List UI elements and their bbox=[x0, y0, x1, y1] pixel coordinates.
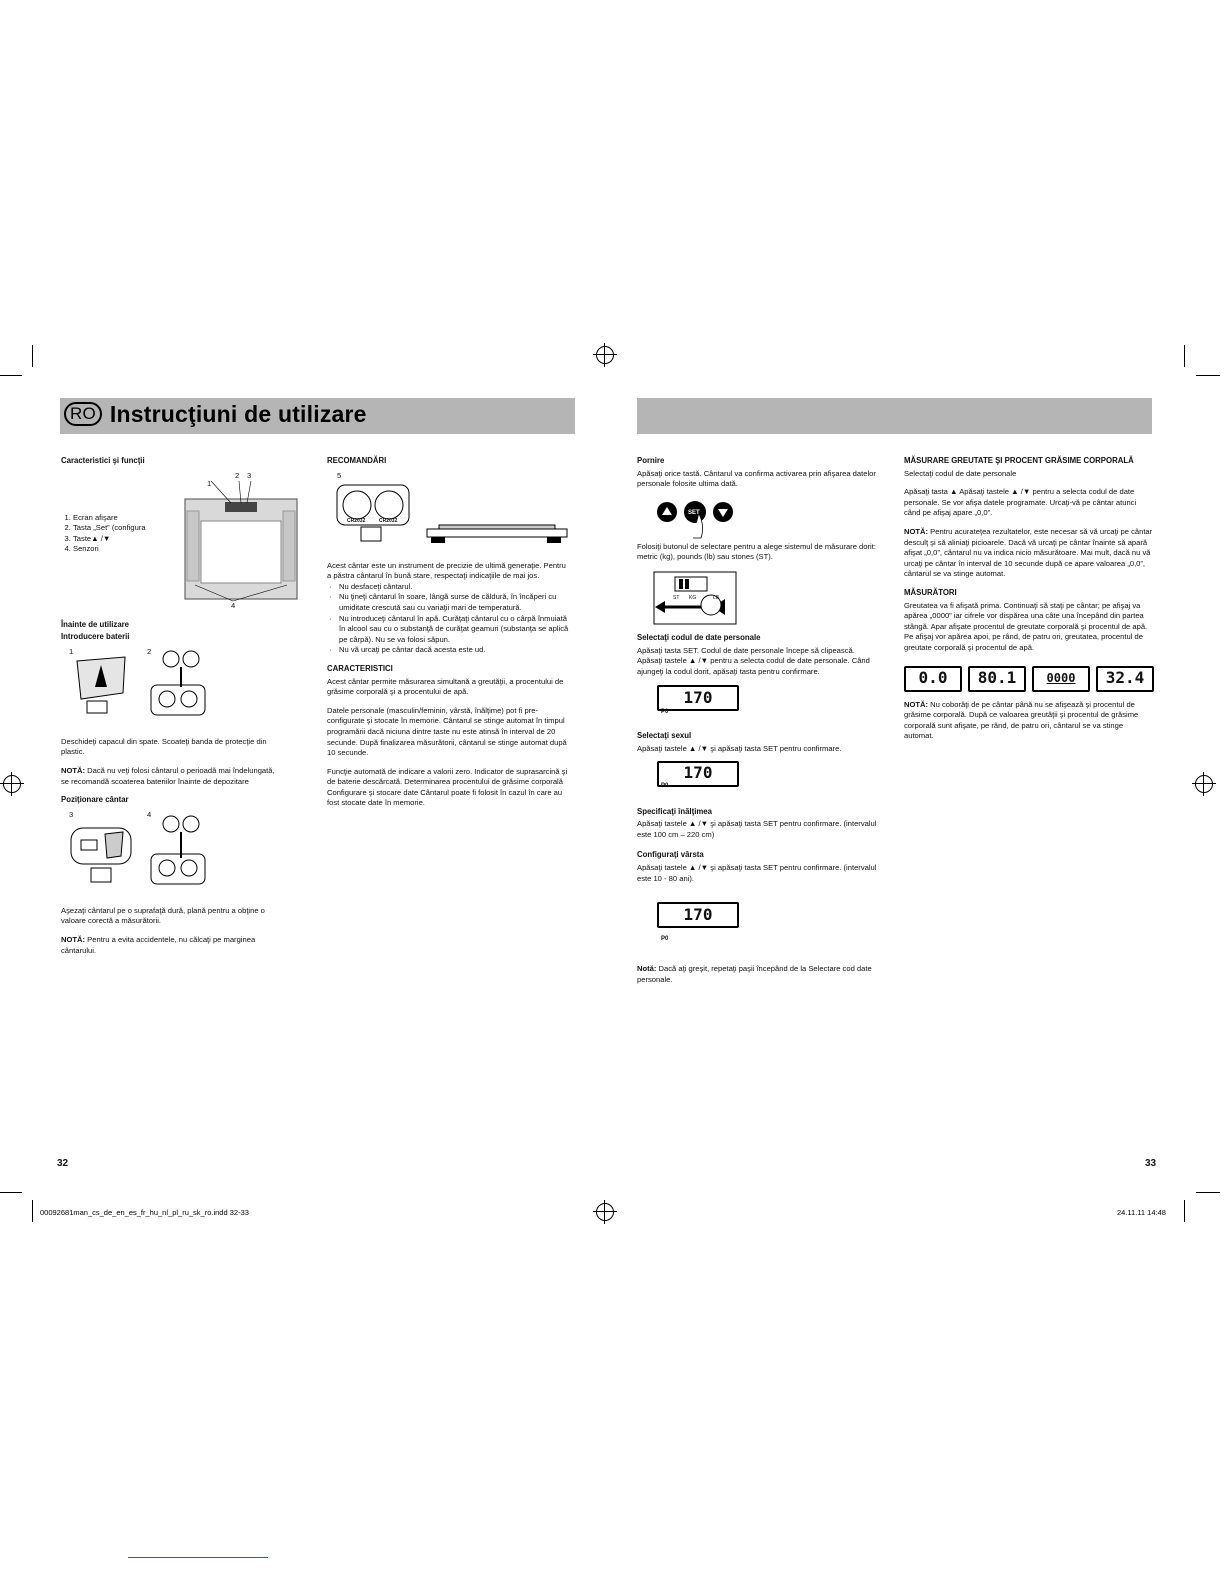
battery-type-figure bbox=[327, 471, 572, 551]
battery-note bbox=[61, 766, 281, 787]
page-number-right: 33 bbox=[1145, 1158, 1157, 1169]
lcd-display bbox=[904, 666, 962, 692]
list-item: · Nu desfaceţi cântarul. bbox=[327, 582, 572, 593]
lcd-figure bbox=[653, 902, 877, 964]
note-text: Pentru acurateţea rezultatelor, este necesar să vă urcaţi pe cântar desculţ şi să aliniaţi picioarele. Dacă vă urcaţi pe cântar înainte să apară afişat „0,0”, cântarul nu va indica nicio măsurătoare. Mai mult, dacă nu vă urcaţi pe cântar în interval de 10 secunde după ce apare valoarea „0,0”, cântarul se va stinge automat. bbox=[904, 526, 1153, 579]
lcd-display bbox=[968, 666, 1026, 692]
lcd-value: 0000 bbox=[1046, 671, 1076, 686]
lcd-display bbox=[657, 902, 739, 928]
title-text: Instrucţiuni de utilizare bbox=[109, 401, 367, 427]
page-number-left: 32 bbox=[57, 1158, 69, 1169]
footer-filename: 00092681man_cs_de_en_es_fr_hu_nl_pl_ru_sk_ro.indd 32-33 bbox=[40, 1208, 249, 1217]
page-title bbox=[64, 401, 367, 428]
features-figure bbox=[61, 469, 281, 614]
right-column-1 bbox=[637, 456, 877, 993]
measure-heading: MĂSURARE GREUTATE ŞI PROCENT GRĂSIME CORPORALĂ bbox=[904, 456, 1134, 465]
measurements-heading: MĂSURĂTORI bbox=[904, 587, 957, 597]
language-badge: RO bbox=[64, 402, 102, 426]
correction-note bbox=[637, 964, 877, 985]
measurements-note bbox=[904, 700, 1154, 742]
battery-label: CR2032 bbox=[379, 517, 398, 524]
note-label: NOTĂ: bbox=[61, 765, 86, 775]
crop-mark bbox=[0, 1192, 22, 1193]
lcd-display bbox=[1096, 666, 1154, 692]
lcd-value: 80.1 bbox=[977, 668, 1017, 688]
note-text: Pentru a evita accidentele, nu călcaţi pe marginea cântarului. bbox=[61, 934, 256, 955]
set-button-label: SET bbox=[688, 509, 700, 516]
batteries-heading: Introducere baterii bbox=[61, 632, 130, 642]
switch-label: ST bbox=[673, 594, 680, 601]
before-use-heading: Înainte de utilizare bbox=[61, 619, 130, 629]
right-header-bar bbox=[637, 398, 1152, 434]
position-figure bbox=[61, 810, 281, 896]
lcd-display bbox=[657, 685, 739, 711]
note-label: NOTĂ: bbox=[904, 526, 929, 536]
switch-label: KG bbox=[689, 594, 697, 601]
list-item: · Nu introduceţi cântarul în apă. Curăţaţi cântarul cu o cârpă înmuiată în alcool sau cu o substanţă de curăţat geamuri (substanţa se aplică pe cârpă). Nu se va folosi săpun. bbox=[327, 614, 572, 646]
lcd-figure bbox=[653, 685, 877, 731]
select-sex-heading: Selectaţi sexul bbox=[637, 731, 692, 741]
crop-mark bbox=[1184, 345, 1185, 367]
note-label: NOTĂ: bbox=[61, 934, 86, 944]
left-column-2 bbox=[327, 456, 572, 817]
crop-mark bbox=[1196, 1192, 1220, 1193]
list-item: · Nu vă urcaţi pe cântar dacă acesta este ud. bbox=[327, 645, 572, 656]
measure-text: Apăsaţi tasta ▲ Apăsaţi tastele ▲ /▼ pentru a selecta codul de date personale. Se vor afişa datele programate. Urcaţi-vă pe cântar atunci când pe afişaj apare „0,0”. bbox=[904, 487, 1137, 518]
characteristics-heading: CARACTERISTICI bbox=[327, 663, 393, 673]
figure-label: 5 bbox=[337, 470, 342, 480]
measurement-displays bbox=[904, 666, 1154, 692]
battery-type-illustration bbox=[327, 471, 572, 551]
characteristics-paragraph: Acest cântar permite măsurarea simultană a greutăţii, a procentului de grăsime corporală şi a procentului de apă. bbox=[327, 676, 564, 697]
recommendations-intro: Acest cântar este un instrument de precizie de ultimă generaţie. Pentru a păstra cântarul în bună stare, respectaţi indicaţiile de mai jos. bbox=[327, 560, 566, 581]
height-text: Apăsaţi tastele ▲ /▼ şi apăsaţi tasta SET pentru confirmare. (intervalul este 100 cm – 220 cm) bbox=[637, 819, 877, 839]
note-text: Dacă nu veţi folosi cântarul o perioadă mai îndelungată, se recomandă scoaterea bateriilor înainte de depozitare bbox=[61, 765, 275, 786]
start-heading: Pornire bbox=[637, 456, 665, 465]
buttons-illustration bbox=[655, 492, 745, 542]
lcd-code: P0 bbox=[661, 782, 669, 789]
features-heading: Caracteristici şi funcţii bbox=[61, 456, 145, 465]
crop-mark bbox=[1196, 375, 1220, 376]
position-illustration bbox=[61, 810, 211, 896]
battery-figure bbox=[61, 647, 281, 727]
measure-note bbox=[904, 527, 1154, 580]
select-code-text: Apăsaţi tasta SET. Codul de date personale începe să clipească. Apăsaţi tastele ▲ /▼ pentru a selecta codul de date personale. Când ajungeţi la codul dorit, apăsaţi tasta pentru confirmare. bbox=[637, 645, 870, 676]
scale-illustration bbox=[171, 477, 301, 612]
figure-label: 4 bbox=[231, 600, 236, 610]
lcd-value: 32.4 bbox=[1105, 668, 1145, 688]
registration-mark-icon bbox=[1195, 775, 1213, 793]
battery-instructions: Deschideţi capacul din spate. Scoateţi banda de protecţie din plastic. bbox=[61, 736, 267, 757]
position-instructions: Aşezaţi cântarul pe o suprafaţă dură, plană pentru a obţine o valoare corectă a măsurătorii. bbox=[61, 905, 265, 926]
start-text: Apăsaţi orice tastă. Cântarul va confirma activarea prin afişarea datelor personale folosite ultima dată. bbox=[637, 468, 876, 489]
height-heading: Specificaţi înălţimea bbox=[637, 806, 712, 816]
characteristics-paragraph: Datele personale (masculin/feminin, vârstă, înălţime) pot fi pre-configurate şi stocate în memorie. Cântarul se stinge automat în timpul programării dacă niciuna dintre taste nu este atinsă în interval de 20 secunde. După finalizarea măsurătorii, cântarul se stinge automat după 10 secunde. bbox=[327, 705, 567, 758]
registration-mark-icon bbox=[3, 775, 21, 793]
lcd-code: P0 bbox=[661, 936, 669, 943]
position-note bbox=[61, 935, 281, 956]
registration-mark-icon bbox=[596, 346, 614, 364]
lcd-code: P0 bbox=[661, 709, 669, 716]
crop-mark bbox=[32, 1200, 33, 1222]
crop-mark bbox=[0, 375, 22, 376]
recommendations-heading: RECOMANDĂRI bbox=[327, 456, 387, 465]
lcd-value: 170 bbox=[683, 688, 713, 708]
characteristics-paragraph: Funcţie automată de indicare a valorii zero. Indicator de suprasarcină şi de baterie descărcată. Determinarea procentului de grăsime corporală Configurare şi stocare date Cântarul poate fi folosit în cazul în care au fost stocate date în memorie. bbox=[327, 766, 568, 808]
feature-item: 2. Tasta „Set” (configura bbox=[73, 523, 183, 534]
measure-text: Selectaţi codul de date personale bbox=[904, 468, 1017, 478]
feature-item: 1. Ecran afişare bbox=[73, 513, 183, 524]
feature-item: 4. Senzori bbox=[73, 544, 183, 555]
note-label: Notă: bbox=[637, 964, 657, 974]
position-heading: Poziţionare cântar bbox=[61, 795, 129, 805]
figure-label: 3 bbox=[247, 470, 252, 480]
select-code-heading: Selectaţi codul de date personale bbox=[637, 632, 761, 642]
measurements-text: Greutatea va fi afişată prima. Continuaţi să staţi pe cântar; pe afişaj va apărea „0000” iar cifrele vor dispărea una câte una începând din partea stângă. Apar afişate procentul de greutate corporală şi procentul de apă. Pe afişaj vor apărea apoi, pe rând, de patru ori, greutatea, procentul de greutate corporală şi procentul de apă. bbox=[904, 600, 1148, 652]
buttons-figure bbox=[655, 492, 877, 542]
right-column-2 bbox=[904, 456, 1154, 750]
footer-date: 24.11.11 14:48 bbox=[1117, 1208, 1166, 1217]
feature-item: 3. Taste▲ /▼ bbox=[73, 534, 183, 545]
note-text: Nu coborâţi de pe cântar până nu se afişează şi procentul de grăsime corporală. După ce valoarea greutăţii şi procentul de grăsime corporală sunt afişate, pe rând, de patru ori, cântarul se va stinge automat. bbox=[904, 699, 1139, 741]
figure-label: 4 bbox=[147, 809, 152, 819]
battery-illustration bbox=[61, 647, 211, 727]
lcd-figure bbox=[653, 761, 877, 807]
lcd-value: 0.0 bbox=[918, 668, 948, 688]
age-heading: Configuraţi vârsta bbox=[637, 850, 704, 860]
figure-label: 1 bbox=[69, 646, 74, 656]
figure-label: 1 bbox=[207, 478, 212, 488]
crop-mark bbox=[32, 345, 33, 367]
lcd-value: 170 bbox=[683, 904, 713, 924]
switch-label: LB bbox=[713, 594, 720, 601]
left-column-1 bbox=[61, 456, 281, 964]
crop-mark bbox=[1184, 1200, 1185, 1222]
select-sex-text: Apăsaţi tastele ▲ /▼ şi apăsaţi tasta SET pentru confirmare. bbox=[637, 743, 842, 753]
note-label: NOTĂ: bbox=[904, 699, 929, 709]
lcd-value: 170 bbox=[683, 763, 713, 783]
units-text: Folosiţi butonul de selectare pentru a alege sistemul de măsurare dorit: metric (kg), pounds (lb) sau stones (ST). bbox=[637, 541, 876, 562]
age-text: Apăsaţi tastele ▲ /▼ şi apăsaţi tasta SET pentru confirmare. (intervalul este 10 - 80 ani). bbox=[637, 862, 877, 883]
figure-label: 3 bbox=[69, 809, 74, 819]
battery-label: CR2032 bbox=[347, 517, 366, 524]
note-text: Dacă aţi greşit, repetaţi paşii începând de la Selectare cod date personale. bbox=[637, 964, 872, 984]
recommendations-list bbox=[327, 582, 572, 656]
list-item: · Nu ţineţi cântarul în soare, lângă surse de căldură, în încăperi cu umiditate crescută sau cu variaţii mari de temperatură. bbox=[327, 592, 572, 613]
lcd-display bbox=[1032, 666, 1090, 692]
figure-label: 2 bbox=[147, 646, 152, 656]
lcd-display bbox=[657, 761, 739, 787]
figure-label: 2 bbox=[235, 470, 240, 480]
unit-switch-figure bbox=[653, 571, 877, 633]
link-underline bbox=[128, 1557, 268, 1558]
registration-mark-icon bbox=[596, 1203, 614, 1221]
